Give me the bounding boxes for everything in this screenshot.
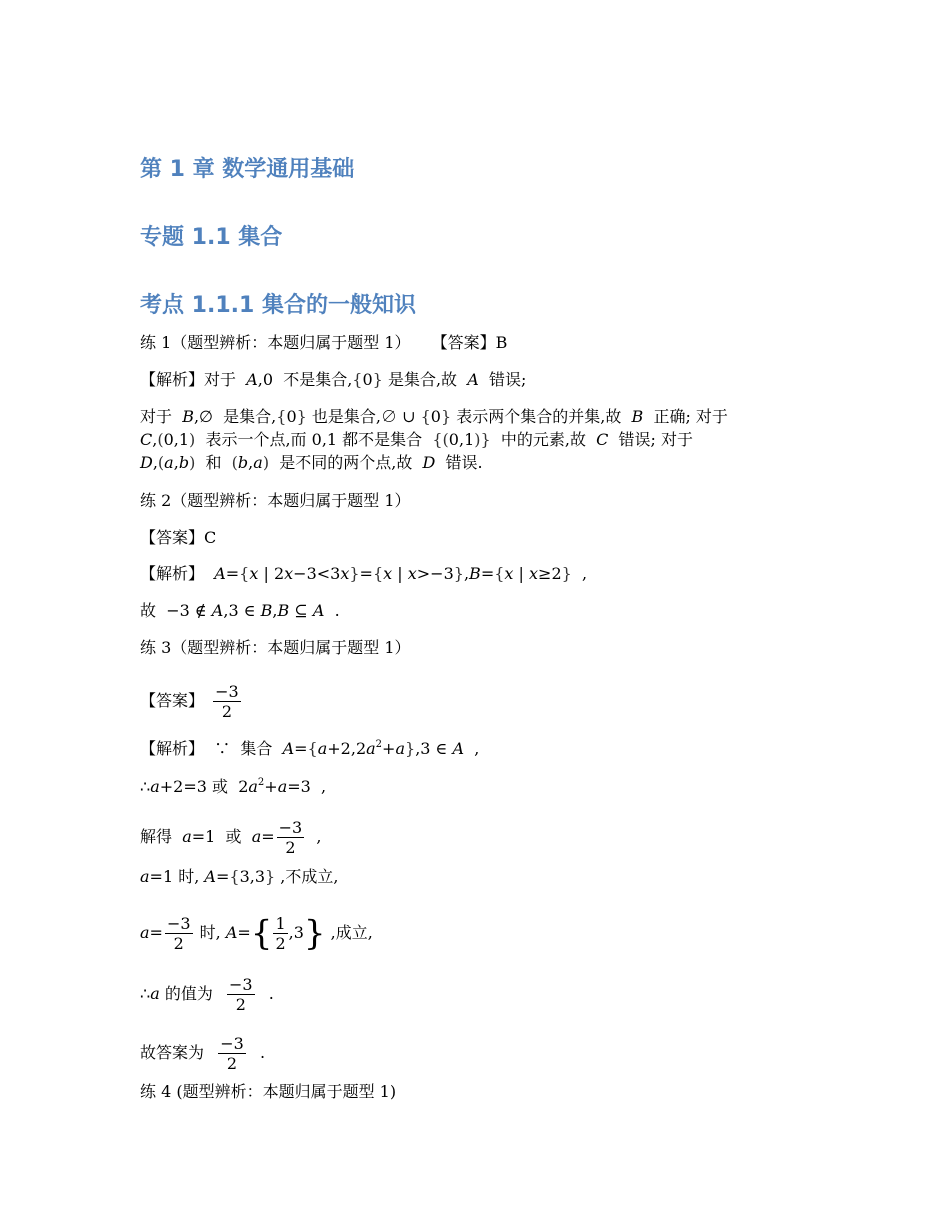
ex1-paragraph-line-2: C,(0,1) 表示一个点,而 0,1 都不是集合 {(0,1)} 中的元素,故 C 错误; 对于 <box>140 430 694 449</box>
ex3-final-line: 故答案为 $\frac{-3}{2}$ . <box>140 1034 266 1073</box>
ex2-header: 练 2（题型辨析：本题归属于题型 1） <box>140 491 411 510</box>
ex3-case2-line: a= $\frac{-3}{2}$ 时, A={ $\frac{1}{2}$ ,3} ,成立, <box>140 913 373 954</box>
fraction-neg3-over-2: $\frac{-3}{2}$ <box>215 682 239 721</box>
ex4-header: 练 4 (题型辨析：本题归属于题型 1) <box>140 1082 397 1101</box>
ex2-answer: 【答案】C <box>140 528 217 547</box>
topic-title: 专题 1.1 集合 <box>140 225 283 250</box>
ex3-case1-line: a=1 时, A={3,3} ,不成立, <box>140 867 339 886</box>
ex3-answer-line: 【答案】 $\frac{-3}{2}$ <box>140 682 239 721</box>
ex2-analysis-line: 【解析】 A={x | 2x−3<3x}={x | x>−3},B={x | x≥2} , <box>140 564 588 583</box>
ex1-paragraph-line-1: 对于 B,∅ 是集合,{0} 也是集合,∅ ∪ {0} 表示两个集合的并集,故 B 正确; 对于 <box>140 407 728 426</box>
ex3-analysis-line: 【解析】 ∵ 集合 $A=\{a+2,2a^2+a\},3$ ∈ A , <box>140 739 480 758</box>
ex1-answer: 【答案】B <box>431 333 508 352</box>
chapter-title: 第 1 章 数学通用基础 <box>140 157 355 182</box>
ex3-solve-line: 解得 a=1 或 a= $\frac{-3}{2}$ , <box>140 818 322 857</box>
ex1-analysis-line: 【解析】对于 A,0 不是集合,{0} 是集合,故 A 错误; <box>140 370 527 389</box>
ex3-header: 练 3（题型辨析：本题归属于题型 1） <box>140 638 411 657</box>
ex1-header-line <box>140 332 507 354</box>
point-title: 考点 1.1.1 集合的一般知识 <box>140 293 416 318</box>
ex3-therefore-line: ∴a+2=3 或 $2a^2+a=3$ , <box>140 777 327 796</box>
ex1-paragraph-line-3: D,(a,b) 和 (b,a) 是不同的两个点,故 D 错误. <box>140 453 483 472</box>
ex2-conclusion-line: 故 −3 ∉ A,3 ∈ B,B ⊆ A . <box>140 601 340 620</box>
ex3-value-line: ∴a 的值为 $\frac{-3}{2}$ . <box>140 975 274 1014</box>
ex1-header: 练 1（题型辨析：本题归属于题型 1） <box>140 333 411 352</box>
